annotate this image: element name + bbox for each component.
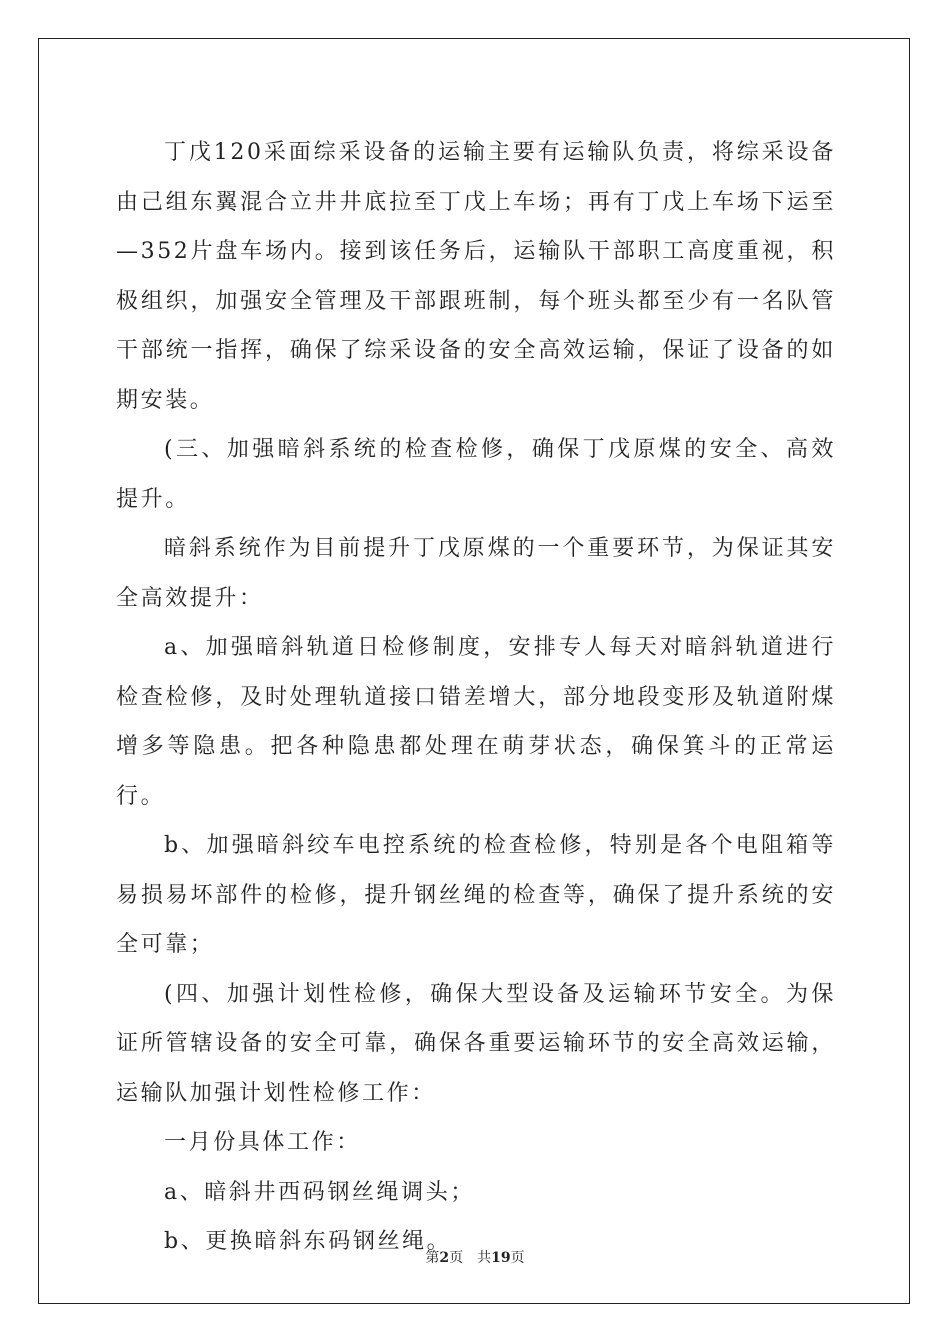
total-prefix: 共 bbox=[477, 1250, 492, 1266]
paragraph-item-a-track: a、加强暗斜轨道日检修制度，安排专人每天对暗斜轨道进行检查检修，及时处理轨道接口错差增大，部分地段变形及轨道附煤增多等隐患。把各种隐患都处理在萌芽状态，确保箕斗的正常运行。 bbox=[116, 635, 836, 809]
total-suffix: 页 bbox=[510, 1250, 525, 1266]
list-item-a-rope-turn: a、暗斜井西码钢丝绳调头； bbox=[164, 1179, 475, 1205]
document-body bbox=[116, 128, 836, 1267]
paragraph-incline-intro: 暗斜系统作为目前提升丁戊原煤的一个重要环节，为保证其安全高效提升： bbox=[116, 536, 836, 611]
page-number: 2 bbox=[439, 1250, 450, 1266]
total-pages: 19 bbox=[491, 1250, 511, 1266]
paragraph-section-three-heading: (三、加强暗斜系统的检查检修，确保丁戊原煤的安全、高效提升。 bbox=[116, 437, 836, 512]
paragraph-item-b-winch: b、加强暗斜绞车电控系统的检查检修，特别是各个电阻箱等易损易坏部件的检修，提升钢丝绳的检查等，确保了提升系统的安全可靠； bbox=[116, 833, 836, 957]
page-suffix: 页 bbox=[449, 1250, 464, 1266]
paragraph-january-work: 一月份具体工作： bbox=[164, 1130, 361, 1155]
paragraph-section-four-heading: (四、加强计划性检修，确保大型设备及运输环节安全。为保证所管辖设备的安全可靠，确保各重要运输环节的安全高效运输，运输队加强计划性检修工作： bbox=[116, 981, 836, 1106]
page-prefix: 第 bbox=[425, 1250, 440, 1266]
page-footer bbox=[0, 1247, 950, 1267]
paragraph-transport-overview: 丁戊120采面综采设备的运输主要有运输队负责，将综采设备由己组东翼混合立井井底拉至丁戊上车场；再有丁戊上车场下运至—352片盘车场内。接到该任务后，运输队干部职工高度重视，积极组织，加强安全管理及干部跟班制，每个班头都至少有一名队管干部统一指挥，确保了综采设备的安全高效运输，保证了设备的如期安装。 bbox=[116, 140, 836, 413]
list-item-b-rope-replace: b、更换暗斜东码钢丝绳。 bbox=[164, 1229, 452, 1254]
